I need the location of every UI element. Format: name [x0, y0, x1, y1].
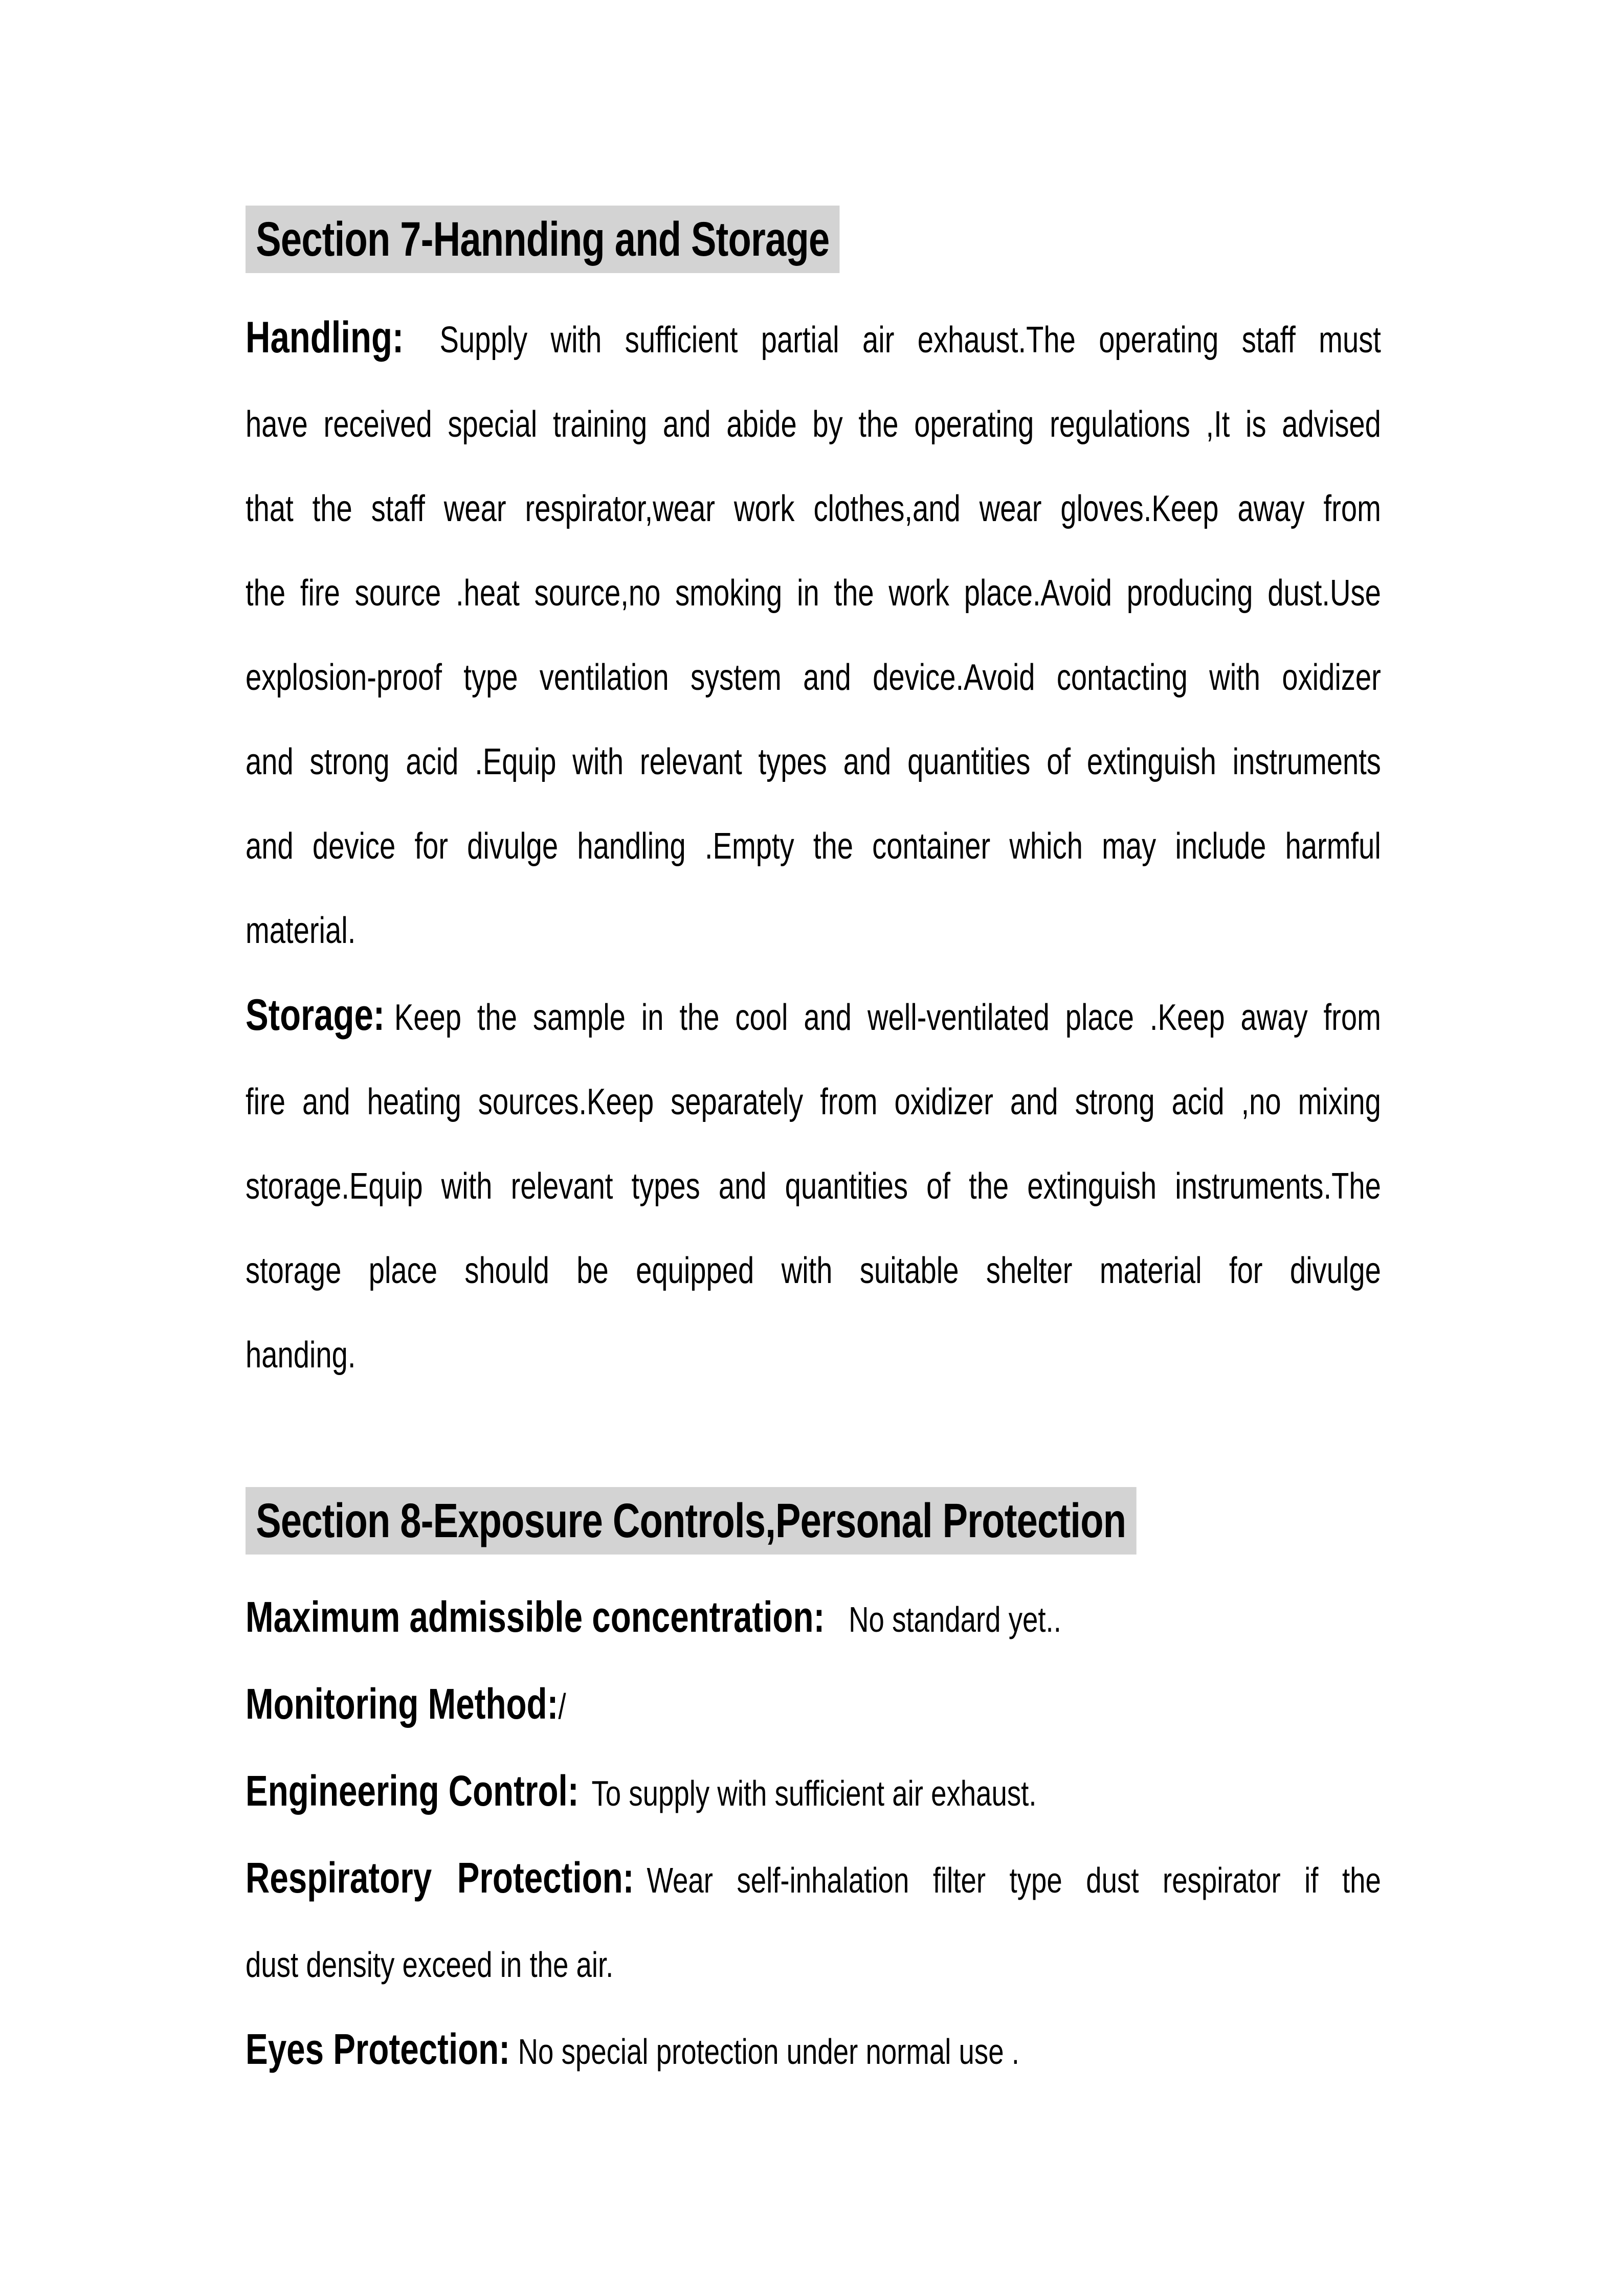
section8-heading-text: Section 8-Exposure Controls,Personal Protection	[246, 1487, 1136, 1555]
respiratory-protection-label: Respiratory Protection:	[246, 1854, 634, 1902]
max-concentration-row	[246, 1575, 1381, 1662]
storage-line: fire and heating sources.Keep separately from oxidizer and strong acid ,no mixing	[246, 1082, 1381, 1122]
handling-line-text: Supply with sufficient partial air exhaust.The operating staff must	[439, 320, 1381, 361]
monitoring-method-row	[246, 1662, 1381, 1749]
handling-line: have received special training and abide by the operating regulations ,It is advised	[246, 404, 1381, 445]
max-concentration-value: No standard yet..	[849, 1600, 1061, 1639]
storage-line	[246, 973, 1381, 1060]
storage-line: handing.	[246, 1335, 356, 1376]
handling-line: and strong acid .Equip with relevant types and quantities of extinguish instruments	[246, 741, 1381, 782]
handling-line: and device for divulge handling .Empty the container which may include harmful	[246, 826, 1381, 867]
respiratory-protection-row	[246, 1836, 1381, 1923]
engineering-control-label: Engineering Control:	[246, 1767, 579, 1815]
handling-line: that the staff wear respirator,wear work clothes,and wear gloves.Keep away from	[246, 488, 1381, 529]
monitoring-method-label: Monitoring Method:	[246, 1680, 559, 1728]
storage-line: storage place should be equipped with suitable shelter material for divulge	[246, 1250, 1381, 1291]
respiratory-protection-value-line2: dust density exceed in the air.	[246, 1945, 614, 1985]
section8-heading	[246, 1487, 1381, 1555]
eyes-protection-label: Eyes Protection:	[246, 2025, 510, 2073]
monitoring-method-value: /	[558, 1686, 566, 1726]
respiratory-protection-row-continued	[246, 1923, 1381, 2007]
storage-paragraph	[246, 973, 1381, 1398]
handling-line: material.	[246, 910, 356, 951]
handling-line	[246, 296, 1381, 382]
handling-line: the fire source .heat source,no smoking in the work place.Avoid producing dust.Use	[246, 573, 1381, 614]
handling-line: explosion-proof type ventilation system and device.Avoid contacting with oxidizer	[246, 657, 1381, 698]
storage-line-text: Keep the sample in the cool and well-ventilated place .Keep away from	[394, 997, 1381, 1038]
section8-items	[246, 1575, 1381, 2094]
section7-heading	[246, 206, 1381, 273]
document-content	[246, 206, 1381, 2094]
engineering-control-row	[246, 1749, 1381, 1836]
storage-line: storage.Equip with relevant types and quantities of the extinguish instruments.The	[246, 1166, 1381, 1207]
handling-paragraph	[246, 296, 1381, 973]
max-concentration-label: Maximum admissible concentration:	[246, 1593, 825, 1641]
eyes-protection-row	[246, 2007, 1381, 2094]
respiratory-protection-value-line1: Wear self-inhalation filter type dust respirator if the	[647, 1860, 1381, 1900]
storage-label: Storage:	[246, 991, 385, 1040]
engineering-control-value: To supply with sufficient air exhaust.	[591, 1773, 1037, 1813]
handling-label: Handling:	[246, 313, 404, 362]
eyes-protection-value: No special protection under normal use .	[518, 2032, 1019, 2072]
section7-heading-text: Section 7-Hannding and Storage	[246, 206, 840, 273]
